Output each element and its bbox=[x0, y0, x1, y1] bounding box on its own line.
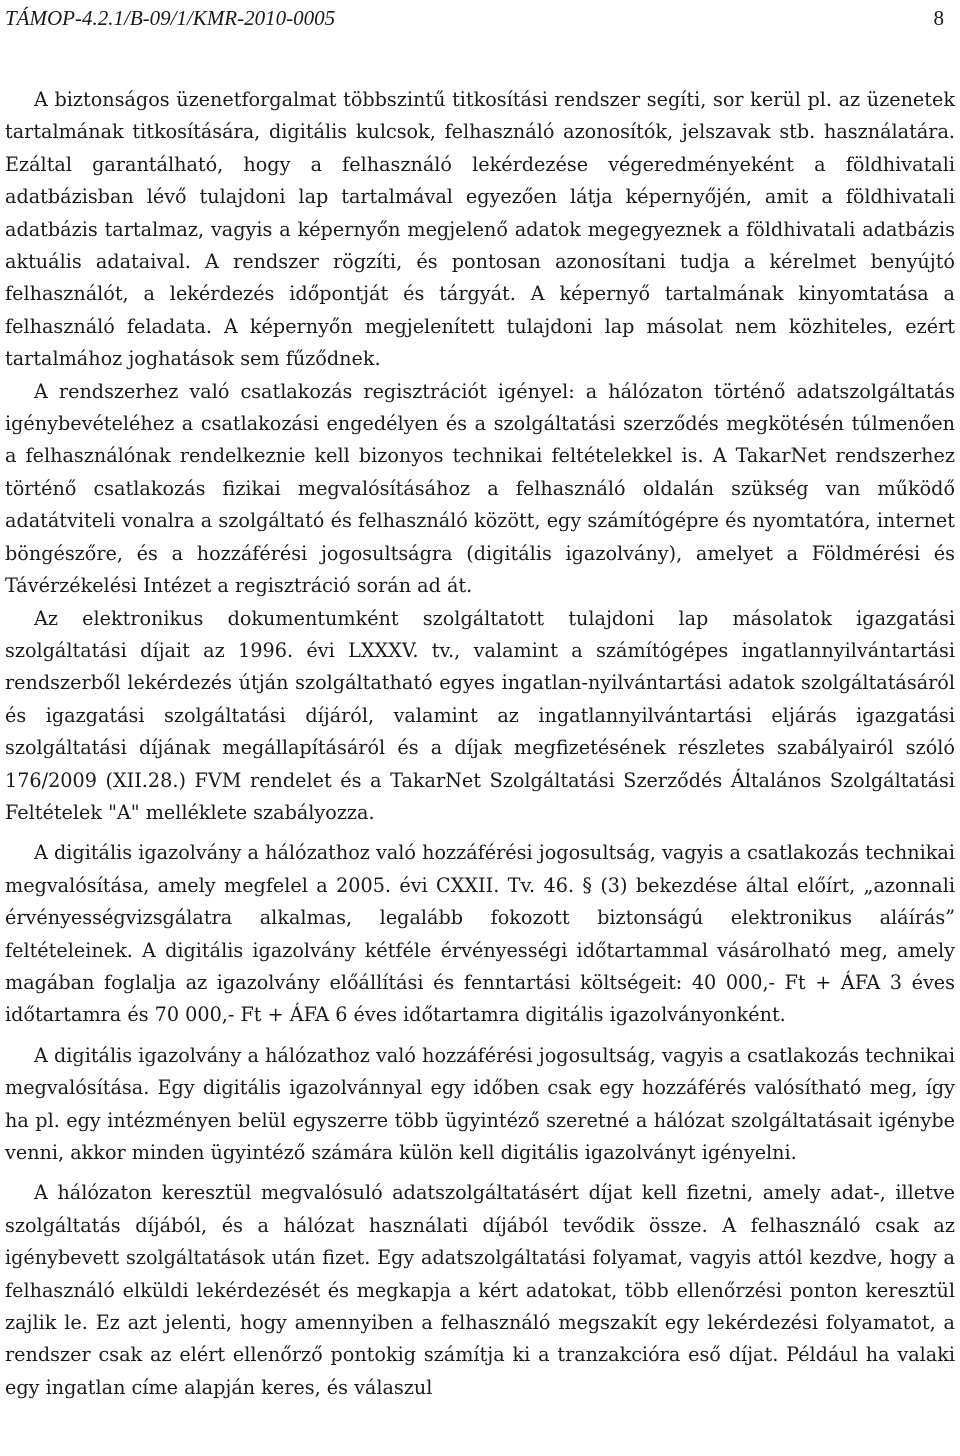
paragraph-access-right: A digitális igazolvány a hálózathoz való hozzáférési jogosultság, vagyis a csatlakozás technikai megvalósítása. Egy digitális igazolvánnyal egy időben csak egy hozzáférés valósítható meg, így ha pl. egy intézményen belül egyszerre több ügyintéző szeretné a hálózat szolgáltatásait igénybe venni, akkor minden ügyintéző számára külön kell digitális igazolványt igényelni. bbox=[5, 1043, 955, 1164]
paragraph-security: A biztonságos üzenetforgalmat többszintű titkosítási rendszer segíti, sor kerül pl. az üzenetek tartalmának titkosítására, digitális kulcsok, felhasználó azonosítók, jelszavak stb. használatára. Ezáltal garantálható, hogy a felhasználó lekérdezése végeredményeként a földhivatali adatbázisban lévő tulajdoni lap tartalmával egyezően látja képernyőjén, amit a földhivatali adatbázis tartalmaz, vagyis a képernyőn megjelenő adatok megegyeznek a földhivatali adatbázis aktuális adataival. A rendszer rögzíti, és pontosan azonosítani tudja a kérelmet benyújtó felhasználót, a lekérdezés időpontját és tárgyát. A képernyő tartalmának kinyomtatása a felhasználó feladata. A képernyőn megjelenített tulajdoni lap másolat nem közhiteles, ezért tartalmához joghatások sem fűződnek. bbox=[5, 88, 955, 371]
paragraph-registration: A rendszerhez való csatlakozás regisztrációt igényel: a hálózaton történő adatszolgáltatás igénybevételéhez a csatlakozási engedélyen és a szolgáltatási szerződés megkötésén túlmenően a felhasználónak rendelkeznie kell bizonyos technikai feltételekkel is. A TakarNet rendszerhez történő csatlakozás fizikai megvalósításához a felhasználó oldalán szükség van működő adatátviteli vonalra a szolgáltató és felhasználó között, egy számítógépre és nyomtatóra, internet böngészőre, és a hozzáférési jogosultságra (digitális igazolvány), amelyet a Földmérési és Távérzékelési Intézet a regisztráció során ad át. bbox=[5, 379, 955, 598]
paragraph-digital-certificate: A digitális igazolvány a hálózathoz való hozzáférési jogosultság, vagyis a csatlakozás technikai megvalósítása, amely megfelel a 2005. évi CXXII. Tv. 46. § (3) bekezdése által előírt, „azonnali érvényességvizsgálatra alkalmas, legalább fokozott biztonságú elektronikus aláírás” feltételeinek. A digitális igazolvány kétféle érvényességi időtartammal vásárolható meg, amely magában foglalja az igazolvány előállítási és fenntartási költségeit: 40 000,- Ft + ÁFA 3 éves időtartamra és 70 000,- Ft + ÁFA 6 éves időtartamra digitális igazolványonként. bbox=[5, 841, 955, 1027]
document-body bbox=[5, 84, 955, 1404]
page-number: 8 bbox=[933, 6, 944, 30]
document-id: TÁMOP-4.2.1/B-09/1/KMR-2010-0005 bbox=[5, 6, 336, 30]
paragraph-network-fee: A hálózaton keresztül megvalósuló adatszolgáltatásért díjat kell fizetni, amely adat-, illetve szolgáltatás díjából, és a hálózat használati díjából tevődik össze. A felhasználó csak az igénybevett szolgáltatások után fizet. Egy adatszolgáltatási folyamat, vagyis attól kezdve, hogy a felhasználó elküldi lekérdezését és megkapja a kért adatokat, több ellenőrzési ponton keresztül zajlik le. Ez azt jelenti, hogy amennyiben a felhasználó megszakít egy lekérdezési folyamatot, a rendszer csak az elért ellenőrző pontokig számítja ki a tranzakcióra eső díjat. Például ha valaki egy ingatlan címe alapján keres, és válaszul bbox=[5, 1181, 955, 1399]
page-header bbox=[5, 6, 944, 36]
paragraph-fees-regulation: Az elektronikus dokumentumként szolgáltatott tulajdoni lap másolatok igazgatási szolgáltatási díjait az 1996. évi LXXXV. tv., valamint a számítógépes ingatlannyilvántartási rendszerből lekérdezés útján szolgáltatható egyes ingatlan-nyilvántartási adatok szolgáltatásáról és igazgatási szolgáltatási díjáról, valamint az ingatlannyilvántartási eljárás igazgatási szolgáltatási díjának megállapításáról és a díjak megfizetésének részletes szabályairól szóló 176/2009 (XII.28.) FVM rendelet és a TakarNet Szolgáltatási Szerződés Általános Szolgáltatási Feltételek "A" melléklete szabályozza. bbox=[5, 606, 955, 824]
